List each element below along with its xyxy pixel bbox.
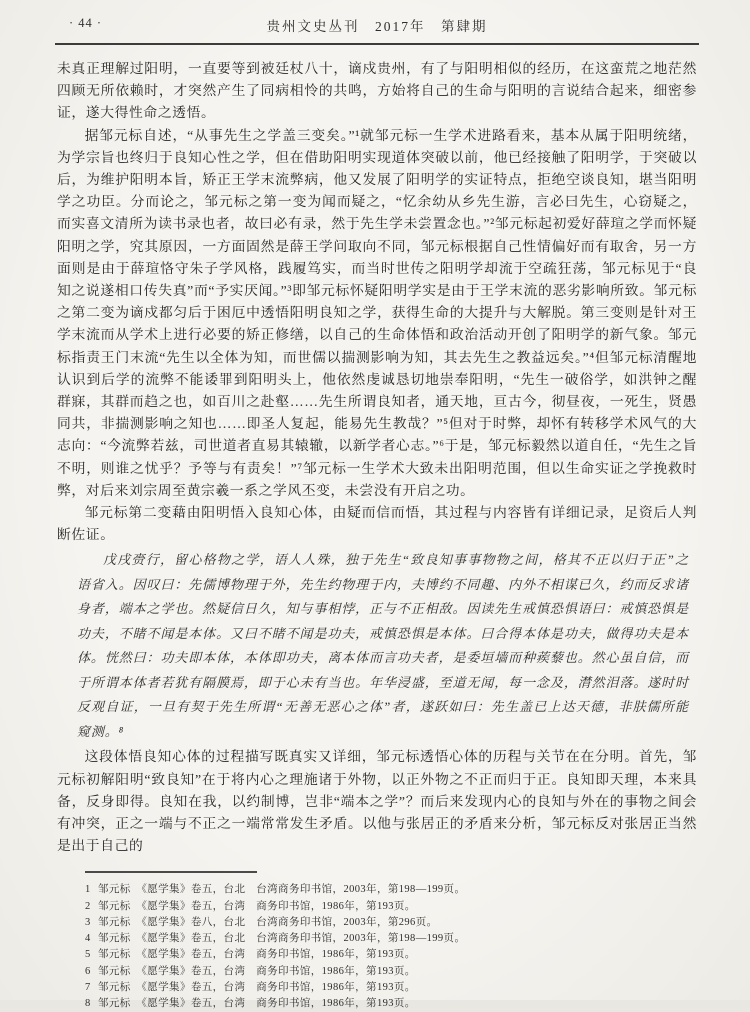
footnote-text: 邹元标 《愿学集》卷五，台湾 商务印书馆，1986年，第193页。 (98, 965, 416, 977)
footnote-text: 邹元标 《愿学集》卷五，台湾 商务印书馆，1986年，第193页。 (98, 997, 416, 1009)
footnote-item (85, 996, 697, 1012)
footnote-item (85, 964, 697, 980)
page-header (57, 12, 697, 38)
footnote-number: 5 (85, 949, 91, 961)
footnote-text: 邹元标 《愿学集》卷八，台北 台湾商务印书馆，2003年，第296页。 (98, 916, 438, 928)
footnote-item (85, 980, 697, 996)
footnote-text: 邹元标 《愿学集》卷五，台湾 商务印书馆，1986年，第193页。 (98, 949, 416, 961)
paragraph: 据邹元标自述，“从事先生之学盖三变矣。”¹就邹元标一生学术进路看来，基本从属于阳明统绪，为学宗旨也终归于良知心性之学，但在借助阳明实现道体突破以前，他已经接触了阳明学，于突破以后，为维护阳明本旨，矫正王学末流弊病，他又发展了阳明学的实证特点，拒绝空谈良知，堪当阳明学之功臣。分而论之，邹元标之第一变为闻而疑之，“忆余幼从乡先生游，言必曰先生，心窃疑之，而实喜文清所为读书录也者，故曰必有录，然于先生学未尝置念也。”²邹元标起初爱好薛瑄之学而怀疑阳明之学，究其原因，一方面固然是薛王学问取向不同，邹元标根据自己性情偏好而有取舍，另一方面则是由于薛瑄恪守朱子学风格，践履笃实，而当时世传之阳明学却流于空疏狂荡，邹元标见于“良知之说遂相口传失真”而“予实厌闻。”³即邹元标怀疑阳明学实是由于王学末流的恶劣影响所致。邹元标之第二变为谪戍都匀后于困厄中透悟阳明良知之学，获得生命的大提升与大解脱。第三变则是针对王学末流而从学术上进行必要的矫正修缮，以自己的生命体悟和政治活动开创了阳明学的新气象。邹元标指责王门末流“先生以全体为知，而世儒以揣测影响为知，其去先生之教益远矣。”⁴但邹元标清醒地认识到后学的流弊不能诿罪到阳明头上，他依然虔诚恳切地崇奉阳明，“先生一破俗学，如洪钟之醒群寐，其群而趋之也，如百川之赴壑……先生所谓良知者，通天地，亘古今，彻昼夜，一死生，贤愚同共，非揣测影响之知也……即圣人复起，能易先生教哉？”⁵但对于时弊，却怀有转移学术风气的大志向：“今流弊若兹，司世道者直易其辕辙，以新学者心志。”⁶于是，邹元标毅然以道自任，“先生之旨不明，则谁之忧乎？予等与有责矣！”⁷邹元标一生学术大致未出阳明范围，但以生命实证之学挽救时弊，对后来刘宗周至黄宗羲一系之学风丕变，未尝没有开启之功。 (57, 127, 697, 498)
footnote-item (85, 947, 697, 963)
footnote-separator (85, 871, 257, 873)
article-body (57, 58, 697, 857)
footnote-number: 8 (85, 997, 91, 1009)
footnote-number: 1 (85, 884, 91, 896)
footnote-text: 邹元标 《愿学集》卷五，台北 台湾商务印书馆，2003年，第198—199页。 (98, 884, 466, 896)
footnote-item (85, 931, 697, 947)
page-number: · 44 · (69, 16, 103, 30)
journal-title: 贵州文史丛刊 2017年 第肆期 (266, 19, 488, 34)
footnote-number: 6 (85, 965, 91, 977)
footnote-number: 7 (85, 981, 91, 993)
paragraph: 这段体悟良知心体的过程描写既真实又详细，邹元标透悟心体的历程与关节在在分明。首先，邹元标初解阳明“致良知”在于将内心之理施诸于外物，以正外物之不正而归于正。良知即天理，本来具备，反身即得。良知在我，以约制博，岂非“端本之学”？而后来发现内心的良知与外在的事物之间会有冲突，正之一端与不正之一端常常发生矛盾。以他与张居正的矛盾来分析，邹元标反对张居正当然是出于自己的 (57, 749, 697, 854)
footnote-number: 4 (85, 933, 91, 945)
header-rule (55, 43, 699, 45)
footnote-number: 2 (85, 900, 91, 912)
paragraph: 邹元标第二变藉由阳明悟入良知心体，由疑而信而悟，其过程与内容皆有详细记录，足资后人判断佐证。 (57, 505, 697, 543)
footnote-text: 邹元标 《愿学集》卷五，台湾 商务印书馆，1986年，第193页。 (98, 981, 416, 993)
footnote-text: 邹元标 《愿学集》卷五，台湾 商务印书馆，1986年，第193页。 (98, 900, 416, 912)
paragraph-continuation: 未真正理解过阳明，一直要等到被廷杖八十，谪戍贵州，有了与阳明相似的经历，在这蛮荒之地茫然四顾无所依赖时，才突然产生了同病相怜的共鸣，方始将自己的生命与阳明的言说结合起来，细密参证，遂大得性命之透悟。 (57, 61, 697, 121)
footnote-item (85, 899, 697, 915)
footnote-number: 3 (85, 916, 91, 928)
footnote-item (85, 915, 697, 931)
block-quote: 戊戌赍行，留心格物之学，语人人殊，独于先生“致良知事事物物之间，格其不正以归于正”之语省入。因叹曰：先儒博物理于外，先生约物理于内，夫博约不同趣、内外不相谋已久，约而反求诸身者，端本之学也。然疑信日久，知与事相悖，正与不正相敌。因读先生戒慎恐惧语曰：戒慎恐惧是功夫，不睹不闻是本体。又曰不睹不闻是功夫，戒慎恐惧是本体。曰合得本体是功夫，做得功夫是本体。恍然曰：功夫即本体，本体即功夫，离本体而言功夫者，是委垣墙而种蒺藜也。然心虽自信，而于所谓本体者若犹有隔膜焉，即于心未有当也。年华浸盛，至道无闻，每一念及，潸然泪落。遂时时反观自证，一旦有契于先生所谓“无善无恶心之体”者，遂跃如曰：先生盖已上达天德，非肤儒所能窥测。⁸ (77, 552, 689, 739)
footnotes-list (57, 882, 697, 1012)
footnote-text: 邹元标 《愿学集》卷五，台北 台湾商务印书馆，2003年，第198—199页。 (98, 933, 466, 945)
footnote-item (85, 882, 697, 898)
